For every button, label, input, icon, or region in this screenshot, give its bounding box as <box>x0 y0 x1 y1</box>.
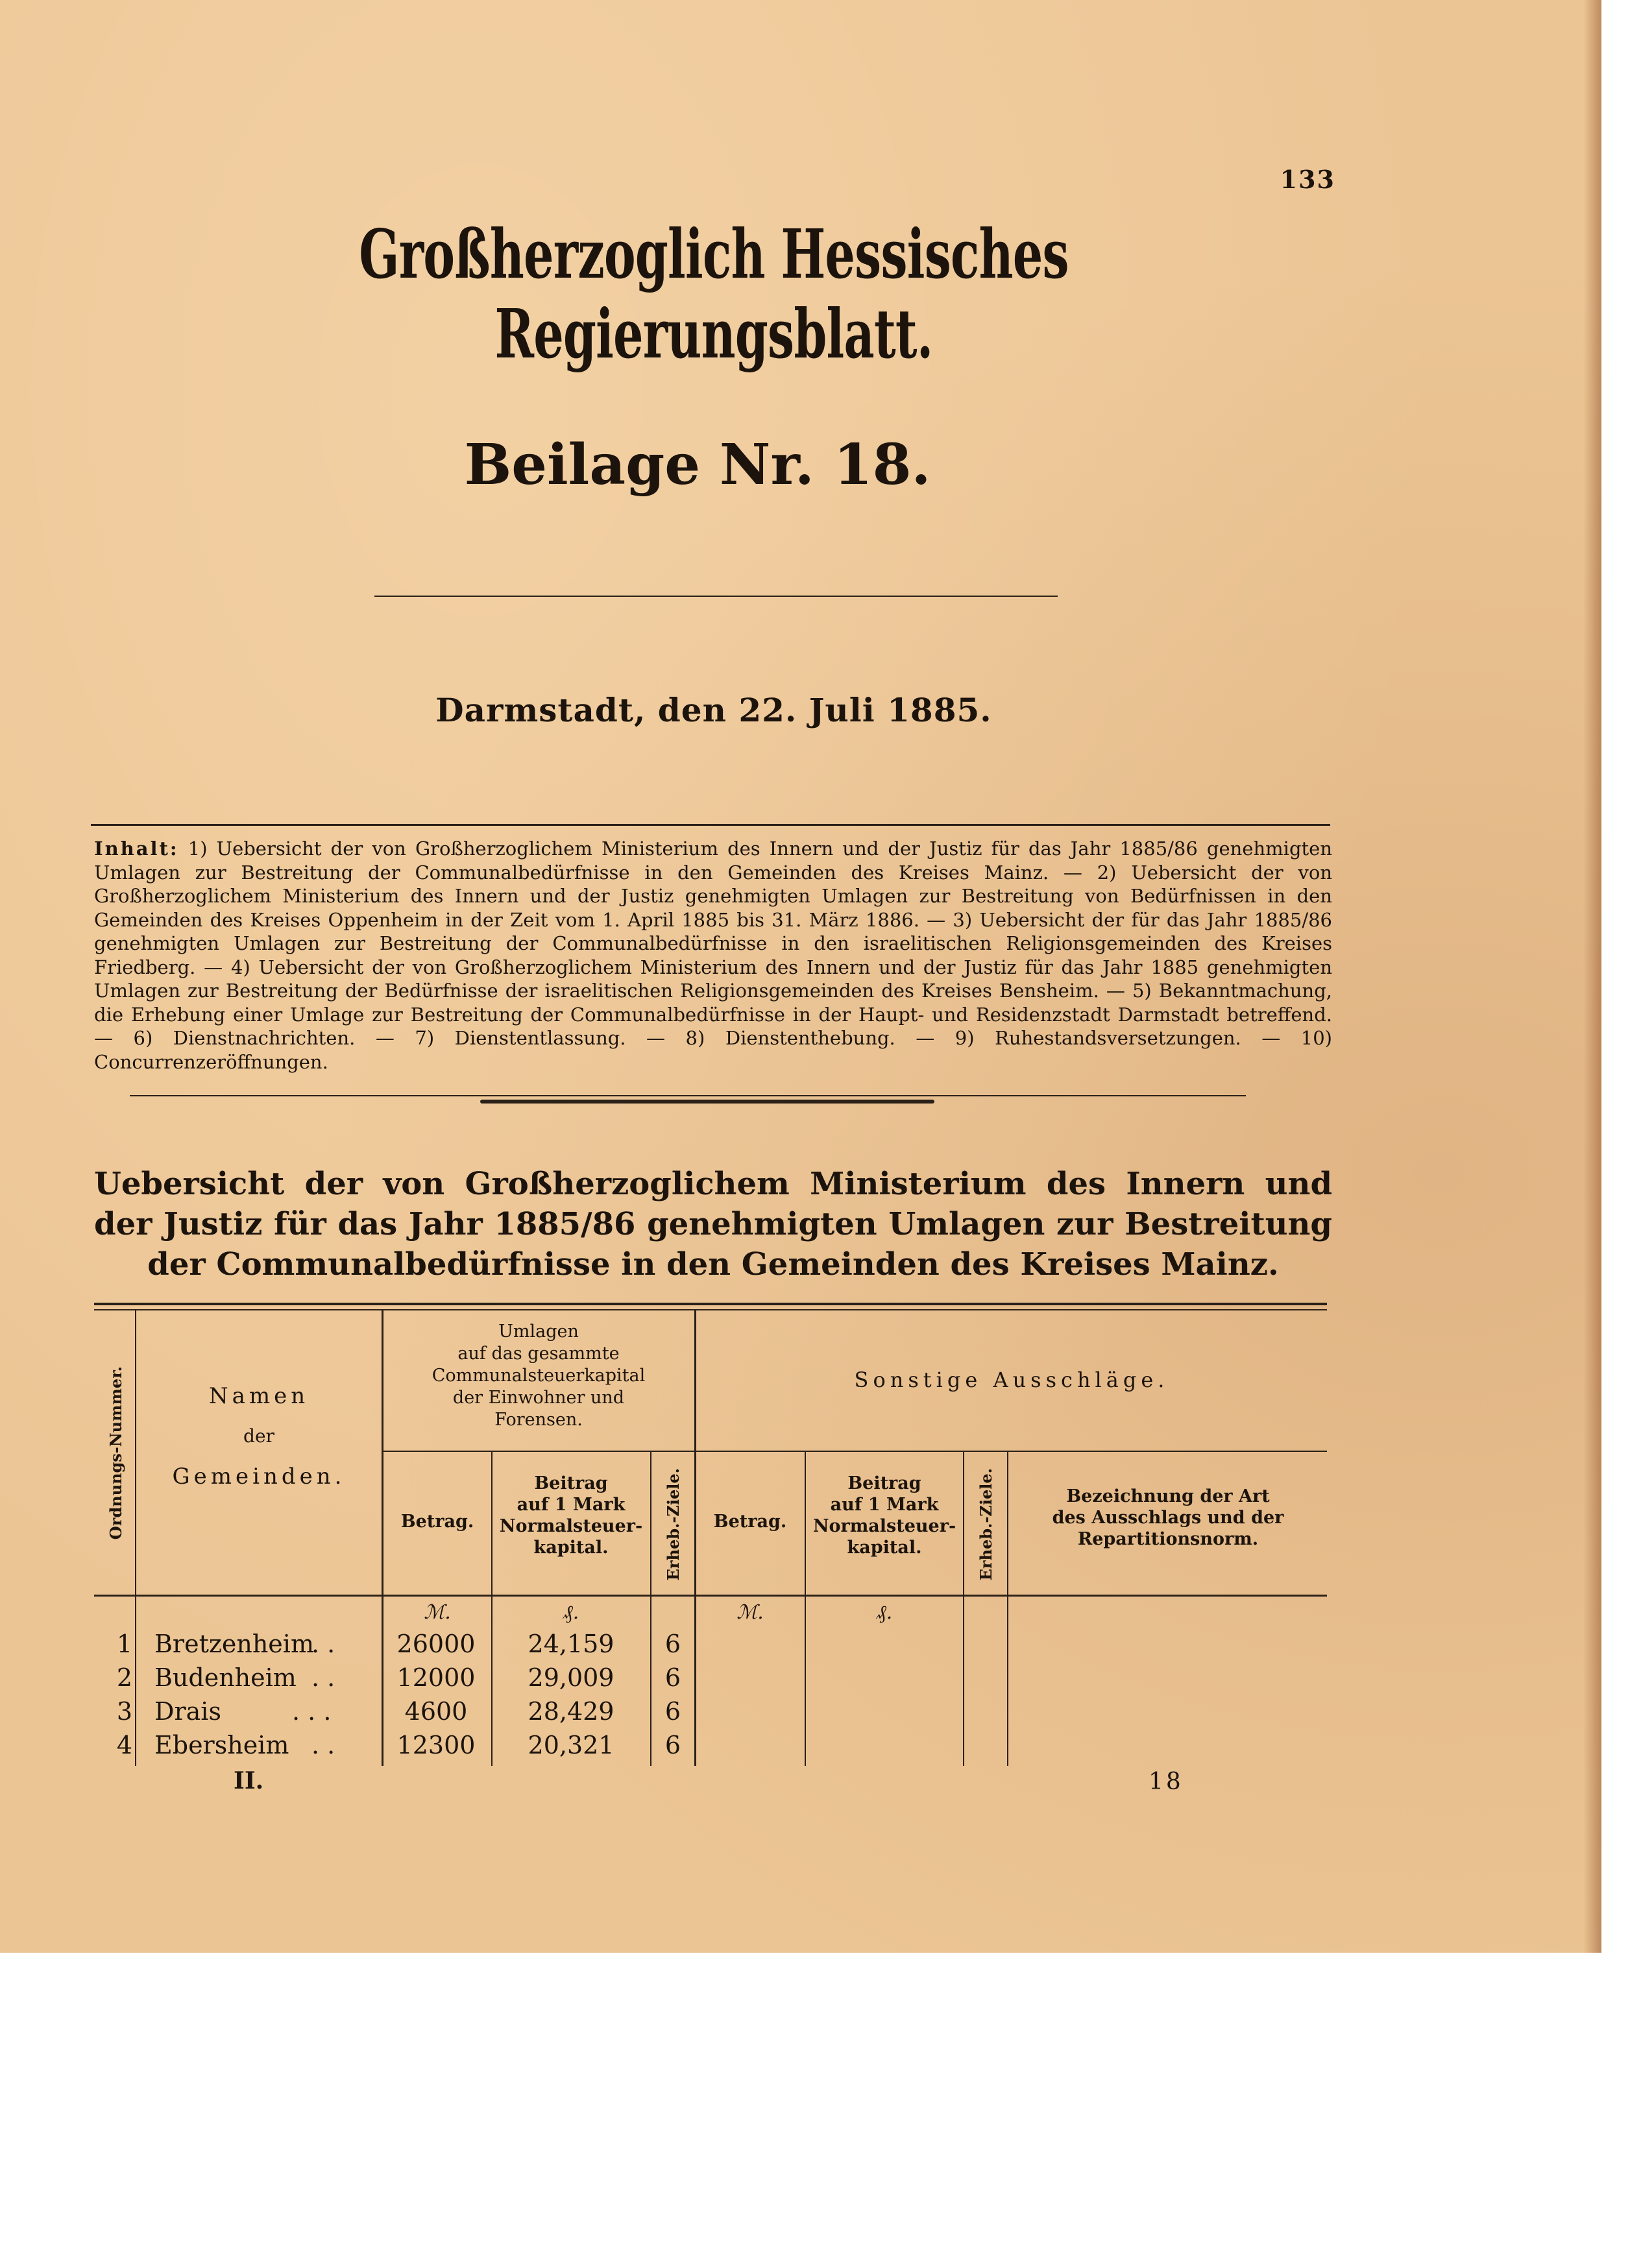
table-row: 2 Budenheim . . 12000 29,009 6 <box>116 1663 681 1692</box>
page-number: 133 <box>1280 165 1335 194</box>
header-beitrag-2: Beitrag auf 1 Mark Normalsteuer- kapital. <box>812 1473 956 1558</box>
header-community-names: Namen der Gemeinden. <box>172 1383 346 1490</box>
unit-pf-2: ₰. <box>876 1601 893 1624</box>
supplement-number: Beilage Nr. 18. <box>464 432 931 498</box>
table-top-rule-2 <box>94 1309 1327 1310</box>
masthead-title: Großherzoglich Hessisches Regierungsblatt. <box>359 214 1069 374</box>
unit-pf-1: ₰. <box>563 1601 579 1624</box>
signature-mark: II. <box>234 1767 264 1794</box>
sheet-number: 18 <box>1149 1768 1184 1795</box>
header-bezeichnung: Bezeichnung der Art des Ausschlags und der Repartitionsnorm. <box>1052 1486 1284 1549</box>
table-row: 3 Drais . . . 4600 28,429 6 <box>116 1697 681 1726</box>
section-heading: Uebersicht der von Großherzoglichem Ministerium des Innern und der Justiz für das Jahr 1885/86 genehmigten Umlagen zur Bestreitung der Communalbedürfnisse in den Gemeinden des Kreises Mainz. <box>94 1166 1332 1283</box>
header-erheb-ziele-2: Erheb.-Ziele. <box>976 1468 995 1581</box>
table-top-rule <box>94 1303 1327 1305</box>
header-erheb-ziele-1: Erheb.-Ziele. <box>663 1468 683 1581</box>
table-body <box>97 1627 1330 1762</box>
header-umlagen-group: Umlagen auf das gesammte Communalsteuerkapital der Einwohner und Forensen. <box>432 1321 646 1430</box>
contents-lead: Inhalt: <box>94 838 179 860</box>
table-subheader-rule <box>383 1451 1327 1452</box>
table-row: 1 Bretzenheim . . 26000 24,159 6 <box>116 1630 681 1658</box>
header-order-number: Ordnungs-Nummer. <box>106 1366 125 1540</box>
dateline: Darmstadt, den 22. Juli 1885. <box>435 691 992 729</box>
header-sonstige-group: Sonstige Ausschläge. <box>854 1368 1169 1392</box>
header-beitrag-1: Beitrag auf 1 Mark Normalsteuer- kapital. <box>499 1473 643 1558</box>
table-row: 4 Ebersheim . . 12300 20,321 6 <box>116 1731 681 1759</box>
table-header-bottom-rule <box>94 1595 1327 1597</box>
header-betrag-1: Betrag. <box>400 1512 474 1532</box>
contents-text: 1) Uebersicht der von Großherzoglichem Ministerium des Innern und der Justiz für das Jahr 1885/86 genehmigten Umlagen zur Bestreitung der Communalbedürfnisse in den Gemeinden des Kreises Mainz. — 2) Uebersicht der von Großherzoglichem Ministerium des Innern und der Justiz genehmigten Umlagen zur Bestreitung von Bedürfnissen in den Gemeinden des Kreises Oppenheim in der Zeit vom 1. April 1885 bis 31. März 1886. — 3) Uebersicht der für das Jahr 1885/86 genehmigten Umlagen zur Bestreitung der Communalbedürfnisse in den israelitischen Religionsgemeinden des Kreises Friedberg. — 4) Uebersicht der von Großherzoglichem Ministerium des Innern und der Justiz für das Jahr 1885 genehmigten Umlagen zur Bestreitung der Bedürfnisse der israelitischen Religionsgemeinden des Kreises Bensheim. — 5) Bekanntmachung, die Erhebung einer Umlage zur Bestreitung der Communalbedürfnisse in der Haupt- und Residenzstadt Darmstadt betreffend. — 6) Dienstnachrichten. — 7) Dienstentlassung. — 8) Dienstenthebung. — 9) Ruhestandsversetzungen. — 10) Concurrenzeröffnungen. <box>94 838 1333 1073</box>
unit-mark-2: ℳ. <box>736 1601 764 1624</box>
unit-mark-1: ℳ. <box>424 1601 451 1624</box>
header-betrag-2: Betrag. <box>713 1512 787 1532</box>
